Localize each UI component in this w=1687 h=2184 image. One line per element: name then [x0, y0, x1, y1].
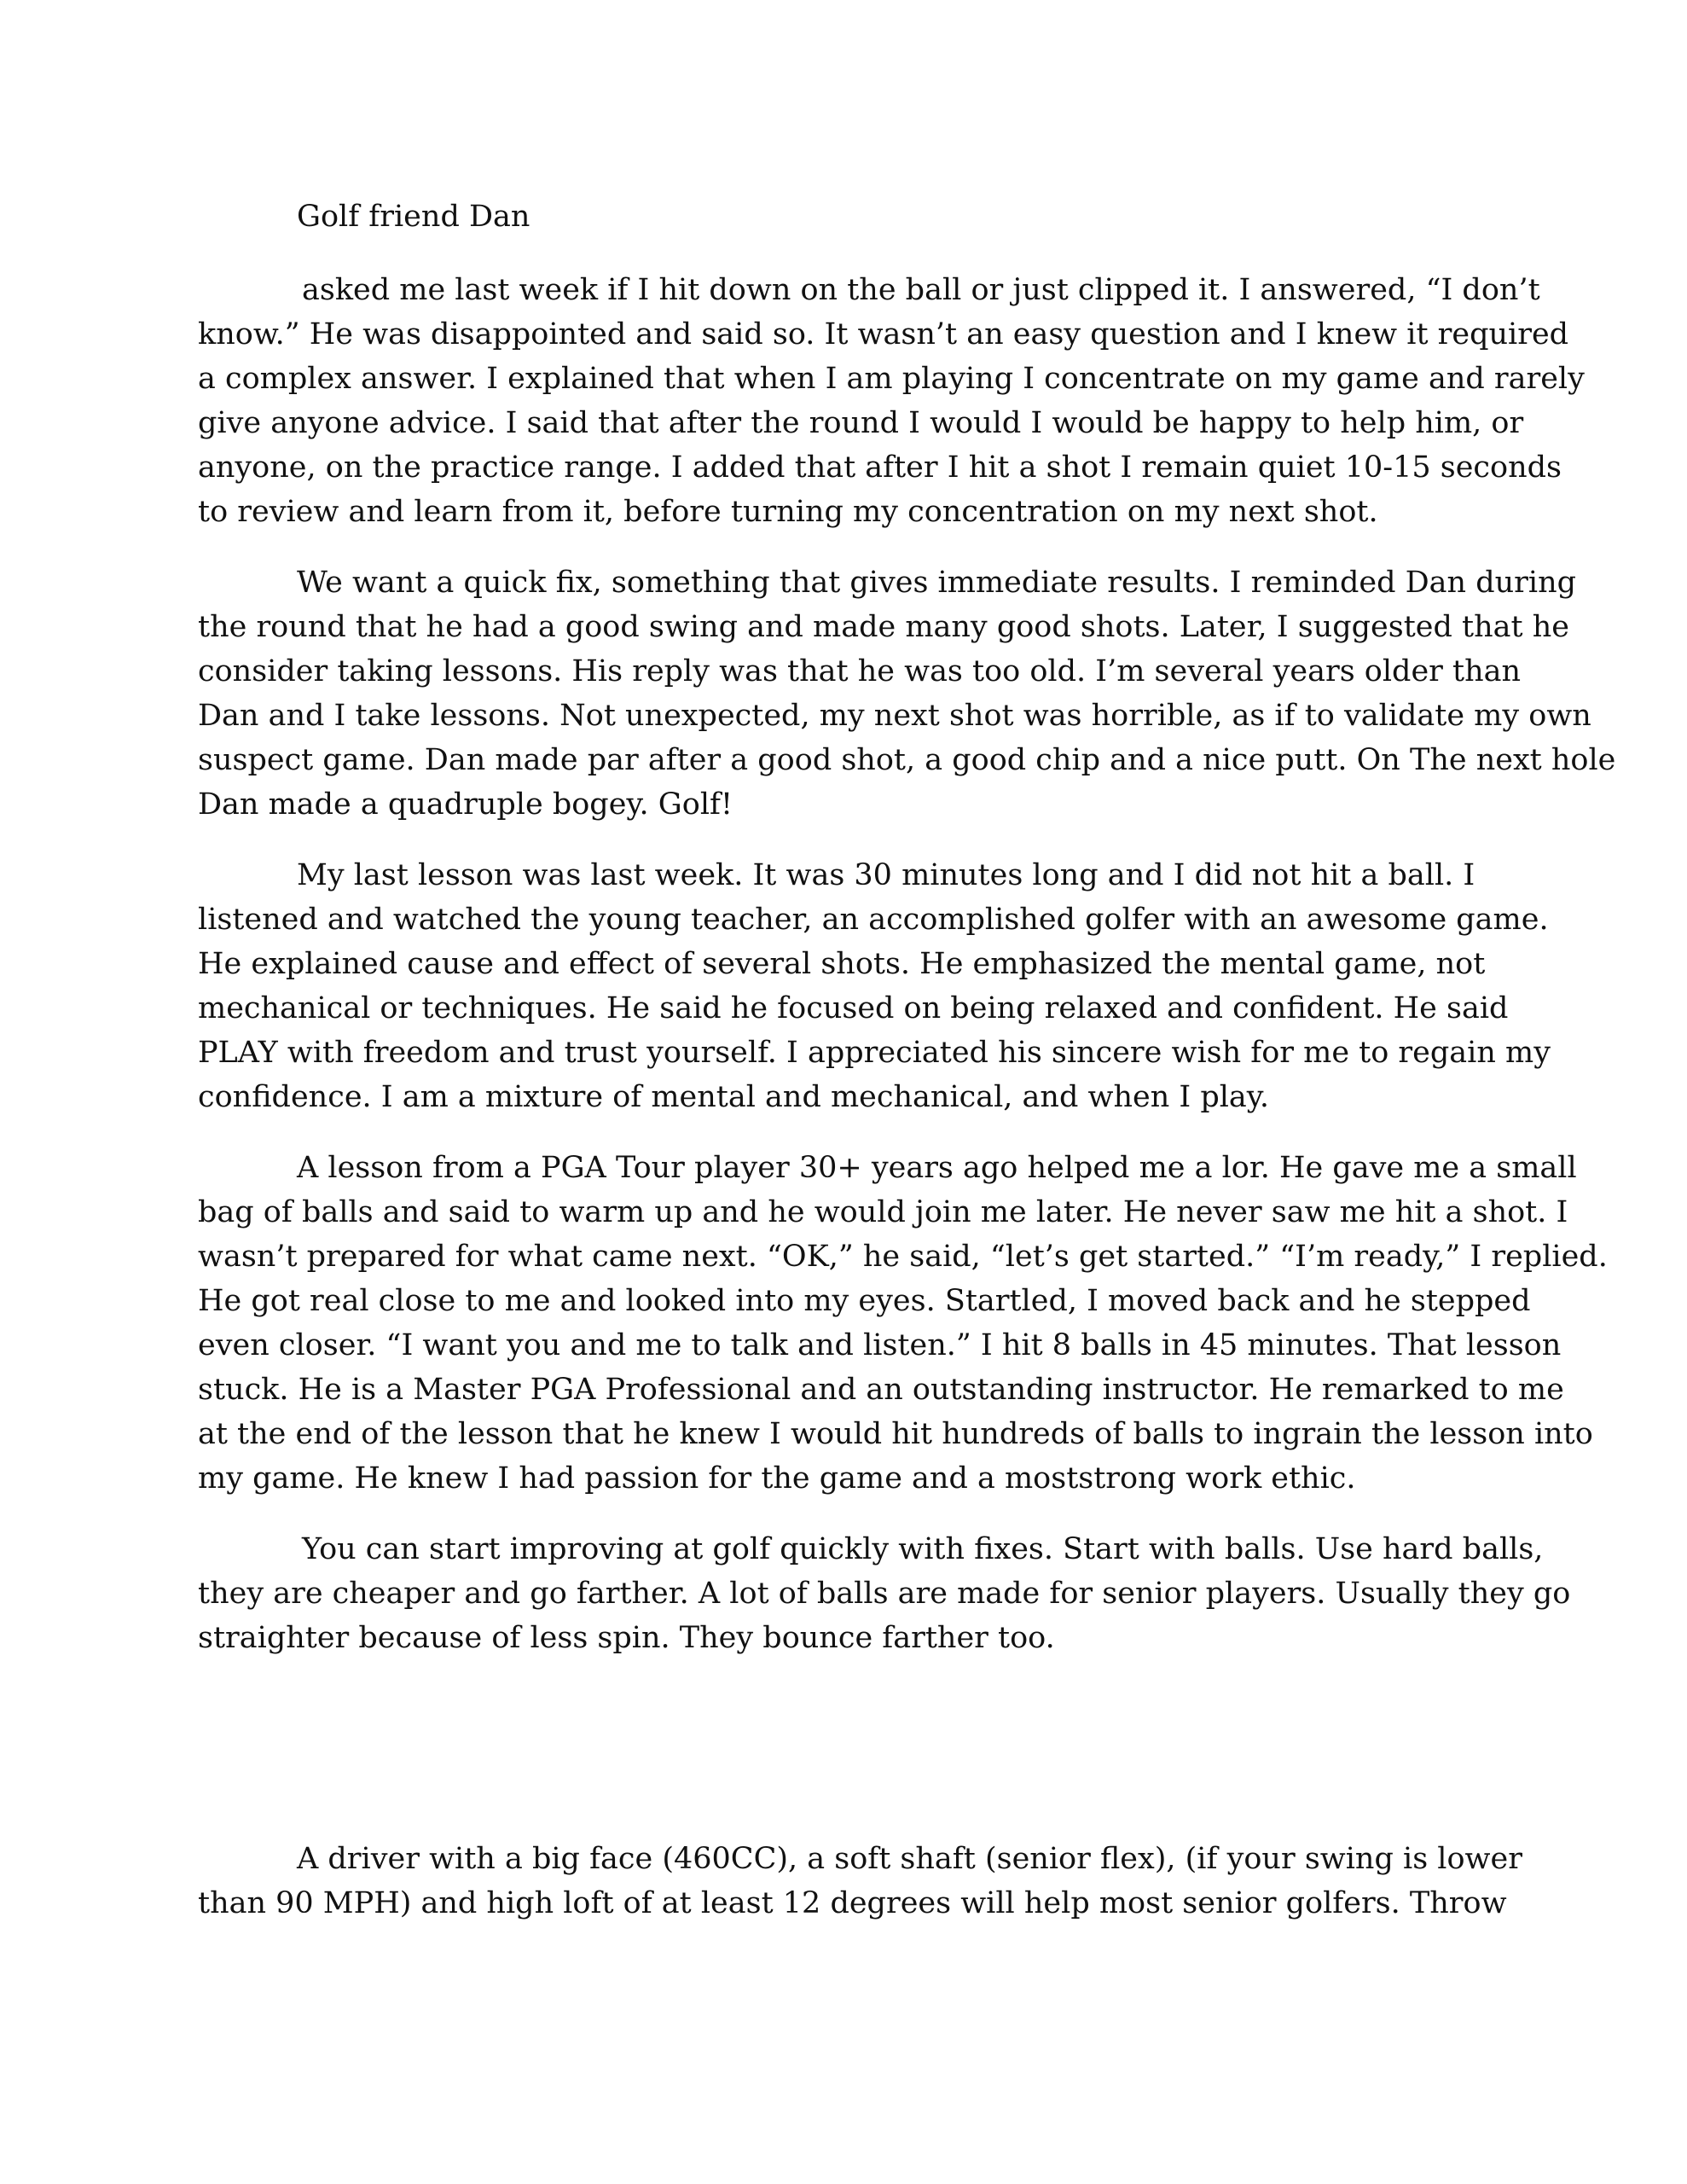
- paragraph-4-line-1: A lesson from a PGA Tour player 30+ years ago helped me a lor. He gave me a small: [297, 1151, 1577, 1185]
- paragraph-5-line-1: You can start improving at golf quickly with fixes. Start with balls. Use hard balls,: [302, 1532, 1544, 1566]
- paragraph-3-line-4: mechanical or techniques. He said he focused on being relaxed and confident. He said: [198, 991, 1509, 1025]
- paragraph-2-line-4: Dan and I take lessons. Not unexpected, my next shot was horrible, as if to validate my own: [198, 699, 1591, 733]
- paragraph-1-line-1: asked me last week if I hit down on the ball or just clipped it. I answered, “I don’t: [302, 273, 1540, 307]
- paragraph-3-line-5: PLAY with freedom and trust yourself. I appreciated his sincere wish for me to regain my: [198, 1036, 1551, 1070]
- paragraph-4-line-7: at the end of the lesson that he knew I would hit hundreds of balls to ingrain the lesson into: [198, 1417, 1593, 1451]
- paragraph-4-line-2: bag of balls and said to warm up and he would join me later. He never saw me hit a shot. I: [198, 1195, 1568, 1229]
- paragraph-5-line-2: they are cheaper and go farther. A lot of balls are made for senior players. Usually they go: [198, 1577, 1571, 1611]
- paragraph-4-line-8: my game. He knew I had passion for the game and a moststrong work ethic.: [198, 1461, 1356, 1496]
- paragraph-4-line-4: He got real close to me and looked into my eyes. Startled, I moved back and he stepped: [198, 1284, 1531, 1318]
- paragraph-2-line-6: Dan made a quadruple bogey. Golf!: [198, 787, 733, 822]
- paragraph-1-line-4: give anyone advice. I said that after the round I would I would be happy to help him, or: [198, 406, 1524, 440]
- paragraph-6-line-1: A driver with a big face (460CC), a soft shaft (senior flex), (if your swing is lower: [297, 1842, 1522, 1876]
- paragraph-1-line-2: know.” He was disappointed and said so. It wasn’t an easy question and I knew it required: [198, 317, 1569, 351]
- paragraph-5-line-3: straighter because of less spin. They bounce farther too.: [198, 1621, 1055, 1655]
- paragraph-1-line-6: to review and learn from it, before turning my concentration on my next shot.: [198, 495, 1378, 529]
- paragraph-3-line-1: My last lesson was last week. It was 30 minutes long and I did not hit a ball. I: [297, 858, 1475, 892]
- paragraph-1-line-3: a complex answer. I explained that when I am playing I concentrate on my game and rarely: [198, 362, 1585, 396]
- paragraph-3-line-3: He explained cause and effect of several shots. He emphasized the mental game, not: [198, 947, 1486, 981]
- paragraph-6-line-2: than 90 MPH) and high loft of at least 12 degrees will help most senior golfers. Throw: [198, 1886, 1507, 1920]
- paragraph-2-line-5: suspect game. Dan made par after a good shot, a good chip and a nice putt. On The next hole: [198, 743, 1616, 777]
- paragraph-2-line-3: consider taking lessons. His reply was that he was too old. I’m several years older than: [198, 654, 1522, 688]
- paragraph-4-line-3: wasn’t prepared for what came next. “OK,” he said, “let’s get started.” “I’m ready,” I replied.: [198, 1240, 1608, 1274]
- paragraph-4-line-6: stuck. He is a Master PGA Professional and an outstanding instructor. He remarked to me: [198, 1373, 1564, 1407]
- paragraph-4-line-5: even closer. “I want you and me to talk and listen.” I hit 8 balls in 45 minutes. That lesson: [198, 1328, 1562, 1362]
- paragraph-2-line-2: the round that he had a good swing and made many good shots. Later, I suggested that he: [198, 610, 1569, 644]
- paragraph-3-line-6: confidence. I am a mixture of mental and mechanical, and when I play.: [198, 1080, 1270, 1114]
- paragraph-3-line-2: listened and watched the young teacher, an accomplished golfer with an awesome game.: [198, 903, 1549, 937]
- paragraph-2-line-1: We want a quick fix, something that gives immediate results. I reminded Dan during: [297, 566, 1577, 600]
- document-heading: Golf friend Dan: [297, 200, 530, 234]
- paragraph-1-line-5: anyone, on the practice range. I added that after I hit a shot I remain quiet 10-15 seconds: [198, 450, 1562, 485]
